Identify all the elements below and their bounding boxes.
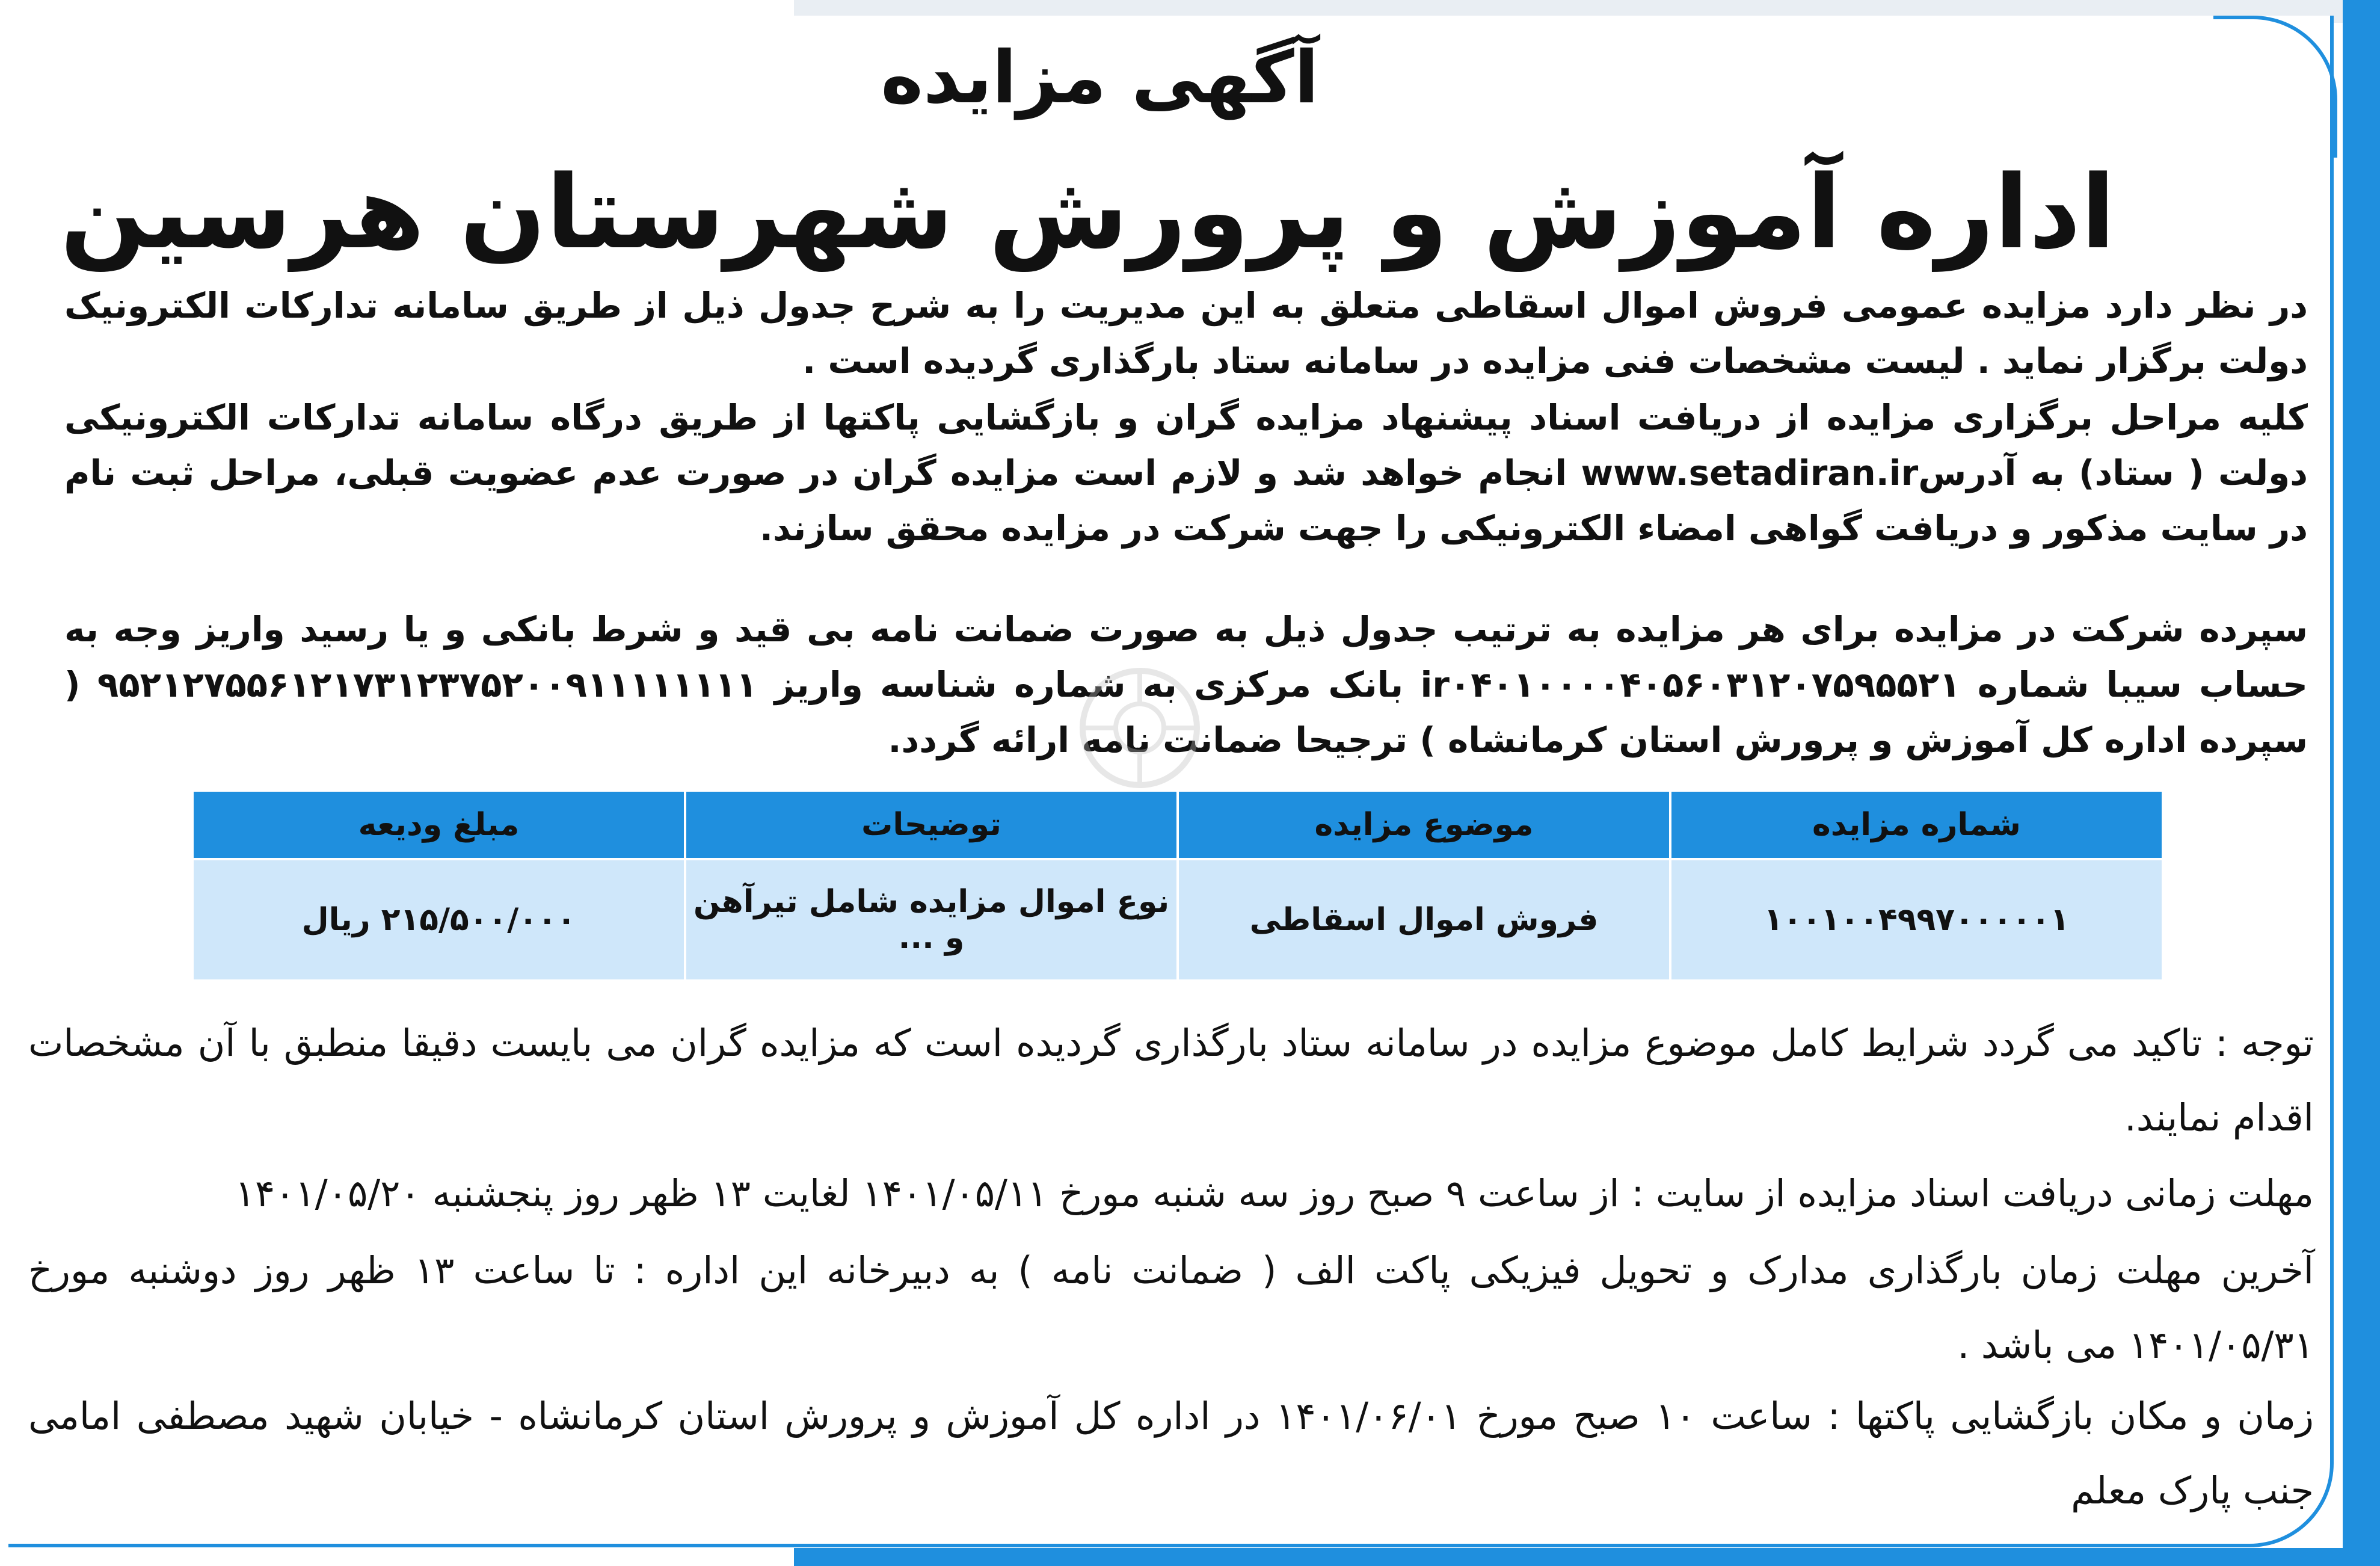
bottom-border-bar [794,1548,2380,1566]
opening-time-paragraph: زمان و مکان بازگشایی پاکتها : ساعت ۱۰ صبح مورخ ۱۴۰۱/۰۶/۰۱ در اداره کل آموزش و پرورش استان کرمانشاه - خیابان شهید مصطفی امامی جنب پارک معلم [28,1394,2314,1512]
procedure-text-1: کلیه مراحل برگزاری مزایده از دریافت اسناد پیشنهاد مزایده گران و بازگشایی پاکتها از طریق درگاه سامانه تدارکات الکترونیکی دولت ( ستاد) به آدرس [64,397,2308,493]
intro-paragraph: در نظر دارد مزایده عمومی فروش اموال اسقاطی متعلق به این مدیریت را به شرح جدول ذیل از طریق سامانه تدارکات الکترونیک دولت برگزار نماید . لیست مشخصات فنی مزایده در سامانه ستاد بارگذاری گردیده است . [64,285,2308,381]
setad-url-link[interactable]: www.setadiran.ir [1581,452,1919,493]
table-row [192,859,2163,981]
procedure-text-2: انجام خواهد شد و لازم است مزایده گران در صورت عدم عضویت قبلی، مراحل ثبت نام در سایت مذکور و دریافت گواهی امضاء الکترونیکی را جهت شرکت در مزایده محقق سازند. [64,452,2308,549]
procedure-paragraph [64,390,2308,556]
cell-description: نوع اموال مزایده شامل تیرآهن و ... [685,859,1178,981]
col-deposit-amount: مبلغ ودیعه [192,791,685,859]
organization-name-text: اداره آموزش و پرورش شهرستان هرسین [60,153,2115,271]
deposit-paragraph: سپرده شرکت در مزایده برای هر مزایده به ترتیب جدول ذیل به صورت ضمانت نامه بی قید و شرط بانکی و یا رسید واریز وجه به حساب سیبا شماره ir۰۴۰۱۰۰۰۰۴۰۵۶۰۳۱۲۰۷۵۹۵۵۲۱ بانک مرکزی به شماره شناسه واریز ۹۵۲۱۲۷۵۵۶۱۲۱۷۳۱۲۳۷۵۲۰۰۹۱۱۱۱۱۱۱۱ ( سپرده اداره کل آموزش و پرورش استان کرمانشاه ) ترجیحا ضمانت نامه ارائه گردد. [64,609,2308,760]
table-header-row [192,791,2163,859]
submission-deadline-paragraph: آخرین مهلت زمان بارگذاری مدارک و تحویل فیزیکی پاکت الف ( ضمانت نامه ) به دبیرخانه این اداره : تا ساعت ۱۳ ظهر روز دوشنبه مورخ ۱۴۰۱/۰۵/۳۱ می باشد . [28,1248,2314,1367]
cell-auction-subject: فروش اموال اسقاطی [1178,859,1670,981]
document-deadline-paragraph: مهلت زمانی دریافت اسناد مزایده از سایت : از ساعت ۹ صبح روز سه شنبه مورخ ۱۴۰۱/۰۵/۱۱ لغایت ۱۳ ظهر روز پنجشنبه ۱۴۰۱/۰۵/۲۰ [235,1171,2314,1215]
note-paragraph: توجه : تاکید می گردد شرایط کامل موضوع مزایده در سامانه ستاد بارگذاری گردیده است که مزایده گران می بایست دقیقا منطبق با آن مشخصات اقدام نمایند. [28,1021,2314,1139]
cell-deposit-amount: ۲۱۵/۵۰۰/۰۰۰ ریال [192,859,685,981]
col-auction-number: شماره مزایده [1670,791,2163,859]
organization-name [0,153,2380,271]
announcement-title [0,36,2380,120]
col-auction-subject: موضوع مزایده [1178,791,1670,859]
cell-auction-number: ۱۰۰۱۰۰۴۹۹۷۰۰۰۰۰۱ [1670,859,2163,981]
auction-table [191,789,2164,982]
col-description: توضیحات [685,791,1178,859]
announcement-title-text: آگهی مزایده [881,36,1319,120]
